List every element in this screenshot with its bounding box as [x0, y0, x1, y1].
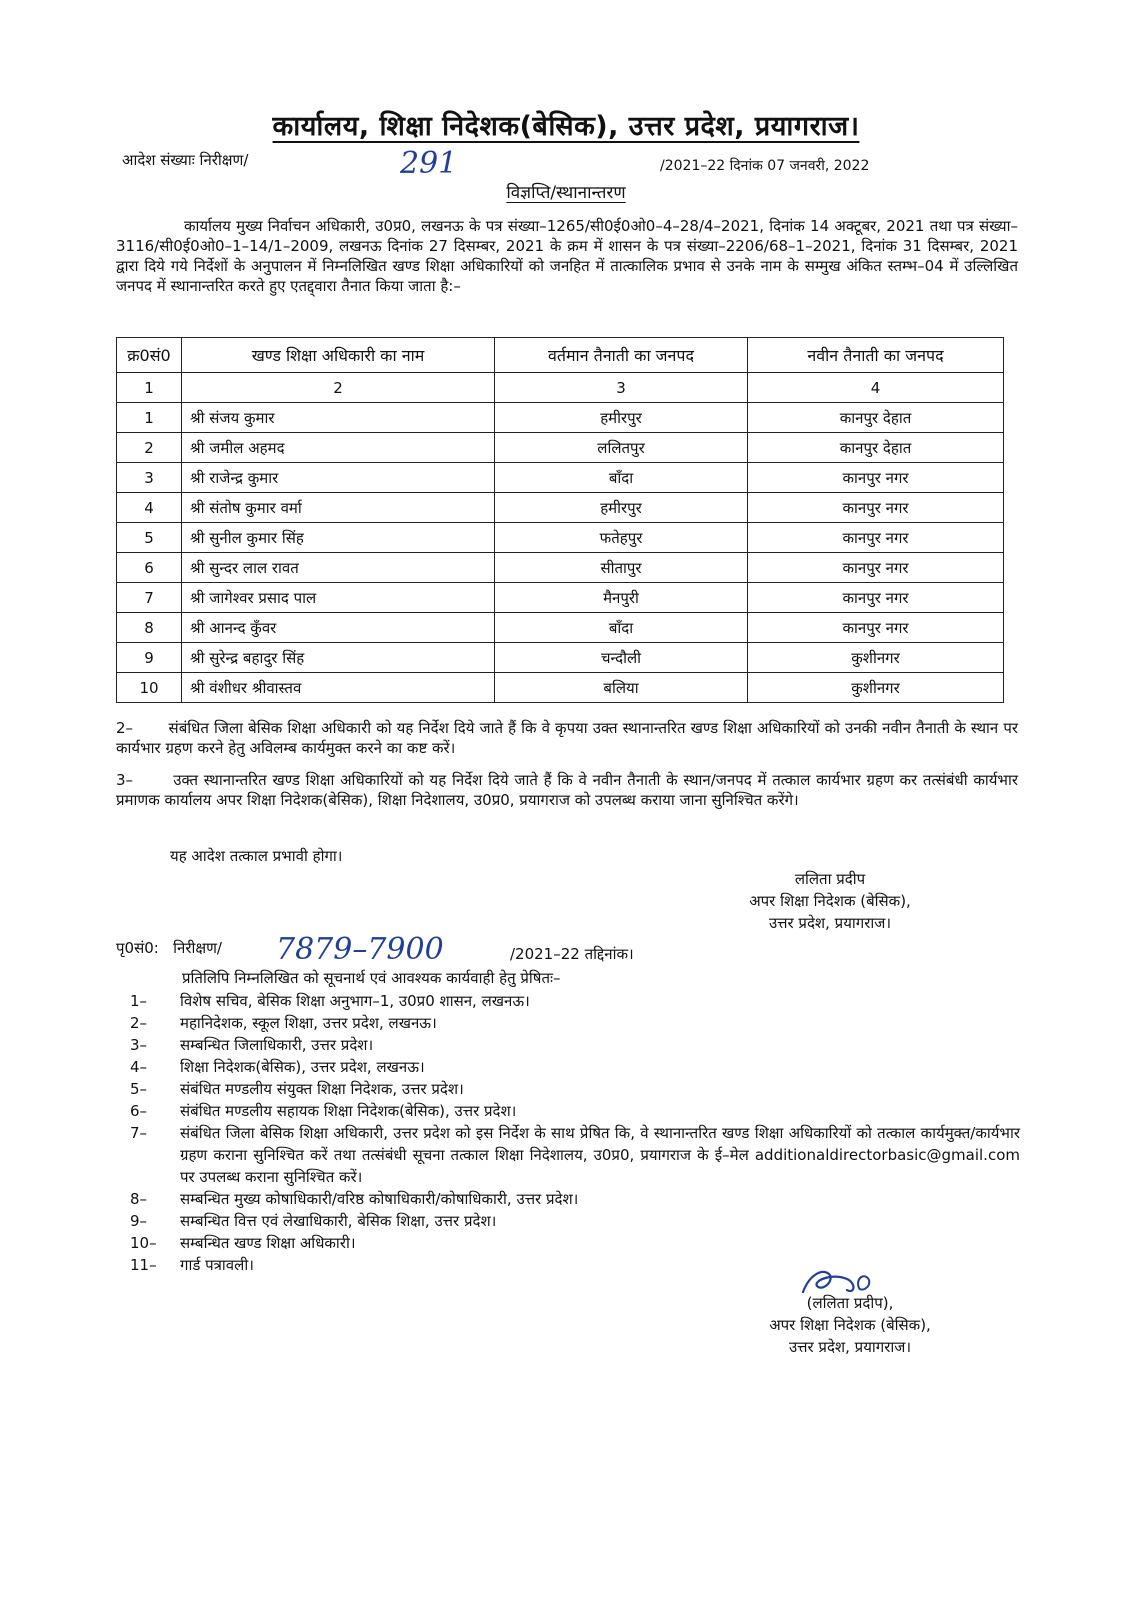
list-item-text: संबंधित मण्डलीय संयुक्त शिक्षा निदेशक, उत्तर प्रदेश। [180, 1080, 464, 1098]
officer-name-cell: श्री सुरेन्द्र बहादुर सिंह [182, 643, 495, 673]
serial-cell: 8 [117, 613, 182, 643]
officer-name-cell: श्री जागेश्वर प्रसाद पाल [182, 583, 495, 613]
signature-block [700, 868, 960, 934]
current-district-cell: सीतापुर [495, 553, 748, 583]
current-district-cell: बाँदा [495, 463, 748, 493]
office-title-text: कार्यालय, शिक्षा निदेशक(बेसिक), उत्तर प्रदेश, प्रयागराज। [272, 111, 860, 142]
serial-cell: 6 [117, 553, 182, 583]
officer-name-cell: श्री वंशीधर श्रीवास्तव [182, 673, 495, 703]
list-item-text: सम्बन्धित खण्ड शिक्षा अधिकारी। [180, 1234, 356, 1252]
new-district-cell: कानपुर नगर [748, 493, 1004, 523]
table-row [117, 613, 1004, 643]
list-item-text: संबंधित मण्डलीय सहायक शिक्षा निदेशक(बेसिक), उत्तर प्रदेश। [180, 1102, 517, 1120]
intro-paragraph: कार्यालय मुख्य निर्वाचन अधिकारी, उ0प्र0, लखनऊ के पत्र संख्या–1265/सी0ई0ओ0–4–28/4–2021, दिनांक 14 अक्टूबर, 2021 तथा पत्र संख्या–3116/सी0ई0ओ0–1–14/1–2009, लखनऊ दिनांक 27 दिसम्बर, 2021 के क्रम में शासन के पत्र संख्या–2206/68–1–2021, दिनांक 31 दिसम्बर, 2021 द्वारा दिये गये निर्देशों के अनुपालन में निम्नलिखित खण्ड शिक्षा अधिकारियों को जनहित में तात्कालिक प्रभाव से उनके नाम के सम्मुख अंकित स्तम्भ–04 में उल्लिखित जनपद में स्थानान्तरित करते हुए एतद्द्वारा तैनात किया जाता है:– [116, 217, 1018, 295]
table-row [117, 403, 1004, 433]
column-header-name: खण्ड शिक्षा अधिकारी का नाम [182, 338, 495, 373]
list-item [116, 1034, 1020, 1056]
order-year-date: /2021–22 दिनांक 07 जनवरी, 2022 [660, 158, 870, 174]
list-item [116, 1078, 1020, 1100]
new-district-cell: कुशीनगर [748, 643, 1004, 673]
list-item-text: गार्ड पत्रावली। [180, 1256, 254, 1274]
new-district-cell: कानपुर नगर [748, 523, 1004, 553]
order-number-label: आदेश संख्याः निरीक्षण/ [122, 151, 249, 169]
list-item-number: 2– [130, 1014, 148, 1032]
table-row [117, 673, 1004, 703]
new-district-cell: कानपुर नगर [748, 583, 1004, 613]
current-district-cell: बाँदा [495, 613, 748, 643]
table-row [117, 433, 1004, 463]
copy-recipient-list [116, 990, 1020, 1276]
notice-heading: विज्ञप्ति/स्थानान्तरण [506, 183, 626, 203]
list-item-number: 8– [130, 1190, 148, 1208]
list-item-number: 7– [130, 1124, 148, 1142]
table-row [117, 463, 1004, 493]
new-district-cell: कुशीनगर [748, 673, 1004, 703]
new-district-cell: कानपुर नगर [748, 463, 1004, 493]
officer-name-cell: श्री सुन्दर लाल रावत [182, 553, 495, 583]
serial-cell: 10 [117, 673, 182, 703]
serial-cell: 7 [117, 583, 182, 613]
list-item-text: संबंधित जिला बेसिक शिक्षा अधिकारी, उत्तर प्रदेश को इस निर्देश के साथ प्रेषित कि, वे स्थानान्तरित खण्ड शिक्षा अधिकारियों को तत्काल कार्यमुक्त/कार्यभार ग्रहण कराना सुनिश्चित करें तथा तत्संबंधी सूचना तत्काल शिक्षा निदेशालय, उ0प्र0, प्रयागराज के ई–मेल additionaldirectorbasic@gmail.com पर उपलब्ध कराना सुनिश्चित करें। [180, 1124, 1020, 1186]
table-header-row [117, 338, 1004, 373]
signature-block-copy [720, 1292, 980, 1358]
list-item [116, 1188, 1020, 1210]
instruction-paragraph-3: 3– उक्त स्थानान्तरित खण्ड शिक्षा अधिकारियों को यह निर्देश दिये जाते हैं कि वे नवीन तैनाती के स्थान/जनपद में तत्काल कार्यभार ग्रहण कर तत्संबंधी कार्यभार प्रमाणक कार्यालय अपर शिक्षा निदेशक(बेसिक), शिक्षा निदेशालय, उ0प्र0, प्रयागराज को उपलब्ध कराया जाना सुनिश्चित करेंगे। [116, 771, 1023, 809]
list-item-text: शिक्षा निदेशक(बेसिक), उत्तर प्रदेश, लखनऊ। [180, 1058, 425, 1076]
copy-intro: प्रतिलिपि निम्नलिखित को सूचनार्थ एवं आवश्यक कार्यवाही हेतु प्रेषितः– [182, 969, 561, 987]
list-item-number: 5– [130, 1080, 148, 1098]
column-number: 2 [182, 373, 495, 403]
column-header-new-district: नवीन तैनाती का जनपद [748, 338, 1004, 373]
current-district-cell: मैनपुरी [495, 583, 748, 613]
serial-cell: 9 [117, 643, 182, 673]
serial-cell: 1 [117, 403, 182, 433]
effect-line: यह आदेश तत्काल प्रभावी होगा। [170, 847, 343, 865]
list-item-text: सम्बन्धित मुख्य कोषाधिकारी/वरिष्ठ कोषाधिकारी/कोषाधिकारी, उत्तर प्रदेश। [180, 1190, 579, 1208]
list-item-number: 3– [130, 1036, 148, 1054]
officer-name-cell: श्री संतोष कुमार वर्मा [182, 493, 495, 523]
column-header-serial: क्र0सं0 [117, 338, 182, 373]
officer-name-cell: श्री सुनील कुमार सिंह [182, 523, 495, 553]
list-item-text: विशेष सचिव, बेसिक शिक्षा अनुभाग–1, उ0प्र0 शासन, लखनऊ। [180, 992, 530, 1010]
officer-name-cell: श्री संजय कुमार [182, 403, 495, 433]
list-item-text: सम्बन्धित जिलाधिकारी, उत्तर प्रदेश। [180, 1036, 374, 1054]
list-item-number: 11– [130, 1256, 157, 1274]
table-row [117, 643, 1004, 673]
signer-name: ललिता प्रदीप [794, 870, 866, 888]
table-column-number-row [117, 373, 1004, 403]
serial-cell: 3 [117, 463, 182, 493]
signer-designation: अपर शिक्षा निदेशक (बेसिक), [749, 892, 911, 910]
new-district-cell: कानपुर देहात [748, 403, 1004, 433]
list-item-number: 6– [130, 1102, 148, 1120]
list-item [116, 1100, 1020, 1122]
current-district-cell: बलिया [495, 673, 748, 703]
list-item [116, 1232, 1020, 1254]
signer-location: उत्तर प्रदेश, प्रयागराज। [788, 1338, 912, 1356]
list-item-text: सम्बन्धित वित्त एवं लेखाधिकारी, बेसिक शिक्षा, उत्तर प्रदेश। [180, 1212, 497, 1230]
serial-cell: 5 [117, 523, 182, 553]
column-number: 4 [748, 373, 1004, 403]
column-number: 3 [495, 373, 748, 403]
list-item-number: 4– [130, 1058, 148, 1076]
list-item [116, 990, 1020, 1012]
transfer-table [116, 337, 1004, 703]
current-district-cell: हमीरपुर [495, 403, 748, 433]
list-item [116, 1012, 1020, 1034]
new-district-cell: कानपुर नगर [748, 613, 1004, 643]
list-item [116, 1056, 1020, 1078]
list-item [116, 1210, 1020, 1232]
new-district-cell: कानपुर नगर [748, 553, 1004, 583]
current-district-cell: ललितपुर [495, 433, 748, 463]
signer-location: उत्तर प्रदेश, प्रयागराज। [768, 914, 892, 932]
signer-name: (ललिता प्रदीप), [806, 1294, 894, 1312]
officer-name-cell: श्री जमील अहमद [182, 433, 495, 463]
endorsement-year: /2021–22 तद्दिनांक। [510, 945, 634, 963]
endorsement-line [116, 932, 1016, 967]
officer-name-cell: श्री राजेन्द्र कुमार [182, 463, 495, 493]
column-number: 1 [117, 373, 182, 403]
column-header-current-district: वर्तमान तैनाती का जनपद [495, 338, 748, 373]
endorsement-handwritten-range: 7879–7900 [276, 932, 444, 967]
transfer-table-body [117, 403, 1004, 703]
list-item [116, 1122, 1020, 1188]
new-district-cell: कानपुर देहात [748, 433, 1004, 463]
table-row [117, 583, 1004, 613]
list-item-number: 10– [130, 1234, 157, 1252]
list-item-number: 9– [130, 1212, 148, 1230]
endorsement-prefix: पृ0सं0: निरीक्षण/ [116, 939, 222, 957]
current-district-cell: चन्दौली [495, 643, 748, 673]
signer-designation: अपर शिक्षा निदेशक (बेसिक), [769, 1316, 931, 1334]
list-item-number: 1– [130, 992, 148, 1010]
current-district-cell: फतेहपुर [495, 523, 748, 553]
serial-cell: 2 [117, 433, 182, 463]
instruction-paragraph-2: 2– संबंधित जिला बेसिक शिक्षा अधिकारी को यह निर्देश दिये जाते हैं कि वे कृपया उक्त स्थानान्तरित खण्ड शिक्षा अधिकारियों को उनकी नवीन तैनाती के स्थान पर कार्यभार ग्रहण करने हेतु अविलम्ब कार्यमुक्त करने का कष्ट करें। [116, 719, 1023, 757]
table-row [117, 523, 1004, 553]
order-handwritten-number: 291 [400, 146, 458, 181]
list-item-text: महानिदेशक, स्कूल शिक्षा, उत्तर प्रदेश, लखनऊ। [180, 1014, 437, 1032]
serial-cell: 4 [117, 493, 182, 523]
officer-name-cell: श्री आनन्द कुँवर [182, 613, 495, 643]
office-title [0, 106, 1132, 143]
table-row [117, 493, 1004, 523]
table-row [117, 553, 1004, 583]
current-district-cell: हमीरपुर [495, 493, 748, 523]
